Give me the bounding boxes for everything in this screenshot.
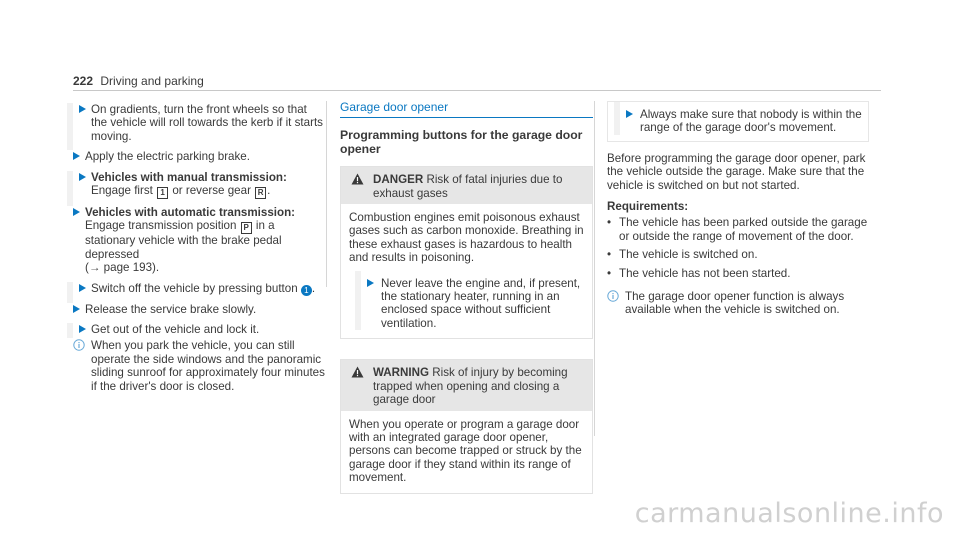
step-arrow-icon <box>73 208 80 216</box>
gear-key-reverse-icon: R <box>255 187 266 199</box>
step-label: Vehicles with manual transmission: <box>91 170 287 184</box>
warning-box <box>340 359 593 493</box>
requirement-item: • The vehicle has been parked outside the garage or outside the range of movement of the door. <box>607 216 869 243</box>
step-arrow-icon <box>79 173 86 181</box>
watermark-text: carmanualsonline.info <box>634 498 944 529</box>
step-text: Get out of the vehicle and lock it. <box>91 323 260 337</box>
step-arrow-icon <box>79 105 86 113</box>
danger-label: DANGER <box>373 173 424 187</box>
step-item <box>67 103 325 150</box>
step-item <box>67 171 325 206</box>
warning-text: When you operate or program a garage door with an integrated garage door opener, persons can become trapped or struck by the garage door if they stand within its range of movement. <box>349 417 582 485</box>
step-arrow-icon <box>73 152 80 160</box>
warning-heading: Risk of injury by becoming trapped when opening and closing a garage door <box>373 366 568 407</box>
step-text: . <box>311 281 316 295</box>
callout-number-icon: 1 <box>301 285 312 296</box>
step-text: Always make sure that nobody is within the range of the garage door's movement. <box>640 108 862 135</box>
info-icon <box>607 290 619 302</box>
step-text: Engage first <box>91 184 157 198</box>
step-item <box>67 303 325 323</box>
page-reference-link[interactable]: (→ page 193). <box>85 261 160 275</box>
step-text: Apply the electric parking brake. <box>85 150 250 164</box>
intro-text: Before programming the garage door opener, park the vehicle outside the garage. Make sure that the vehicle is switched on but not started. <box>607 151 866 192</box>
step-text: On gradients, turn the front wheels so that the vehicle will roll towards the kerb if it starts moving. <box>91 103 323 143</box>
danger-header <box>341 167 592 204</box>
step-label: Vehicles with automatic transmission: <box>85 206 296 220</box>
subsection-title: Programming buttons for the garage door opener <box>340 128 583 156</box>
warning-triangle-icon <box>351 173 364 185</box>
step-text: Never leave the engine and, if present, the stationary heater, running in an enclosed space without sufficient ventilation. <box>381 276 581 330</box>
park-key-icon: P <box>241 222 252 234</box>
step-box <box>607 101 869 142</box>
column-divider <box>326 101 327 287</box>
step-item <box>67 323 325 338</box>
danger-heading: Risk of fatal injuries due to exhaust gases <box>373 173 563 200</box>
warning-header <box>341 360 592 410</box>
step-item <box>614 102 868 135</box>
section-name: Driving and parking <box>100 74 204 88</box>
step-item <box>355 271 584 331</box>
info-icon <box>73 339 85 351</box>
requirement-item: • The vehicle has not been started. <box>607 267 869 280</box>
step-text: Release the service brake slowly. <box>85 302 257 316</box>
info-note <box>73 339 325 393</box>
step-item <box>67 150 325 170</box>
step-item <box>67 206 325 282</box>
step-arrow-icon <box>626 110 633 118</box>
column-divider <box>594 101 595 436</box>
column-right <box>607 101 869 317</box>
gear-key-first-icon: 1 <box>157 187 168 199</box>
column-middle <box>340 101 593 508</box>
step-text: or reverse gear <box>169 184 255 198</box>
step-text: in a stationary vehicle with the brake pedal depressed <box>85 219 282 261</box>
page-header <box>73 75 204 88</box>
section-title: Garage door opener <box>340 101 593 118</box>
step-text: Switch off the vehicle by pressing button <box>91 281 301 295</box>
step-arrow-icon <box>79 325 86 333</box>
info-note <box>607 290 869 317</box>
step-arrow-icon <box>73 305 80 313</box>
warning-triangle-icon <box>351 366 364 378</box>
warning-label: WARNING <box>373 366 430 380</box>
note-text: The garage door opener function is always available when the vehicle is switched on. <box>625 290 845 317</box>
step-arrow-icon <box>79 284 86 292</box>
requirements-title: Requirements: <box>607 200 689 214</box>
page-number: 222 <box>73 74 94 88</box>
step-arrow-icon <box>367 279 374 287</box>
header-divider <box>73 90 881 91</box>
step-item <box>67 282 325 303</box>
danger-box <box>340 166 593 339</box>
step-text: Engage transmission position <box>85 219 240 233</box>
requirement-item: • The vehicle is switched on. <box>607 248 869 261</box>
step-text: . <box>267 184 271 198</box>
note-text: When you park the vehicle, you can still operate the side windows and the panoramic sliding sunroof for approximately four minutes if the driver's door is closed. <box>91 339 325 393</box>
danger-text: Combustion engines emit poisonous exhaust gases such as carbon monoxide. Breathing in these exhaust gases is hazardous to health and results in poisoning. <box>349 211 584 265</box>
column-left <box>73 103 325 393</box>
